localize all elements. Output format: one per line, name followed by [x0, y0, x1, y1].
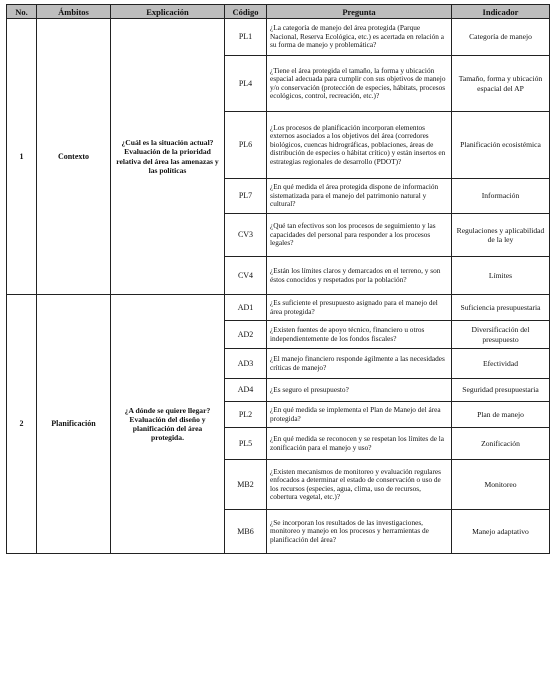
row-question: ¿Están los límites claros y demarcados en el terreno, y son éstos conocidos y respetados por la población? — [267, 257, 452, 295]
table-row — [7, 19, 550, 56]
group-explicacion: ¿A dónde se quiere llegar? Evaluación del diseño y planificación del área protegida. — [111, 295, 225, 554]
row-question: ¿La categoría de manejo del área protegida (Parque Nacional, Reserva Ecológica, etc.) es acertada en relación a su forma de manejo y problemática? — [267, 19, 452, 56]
row-code: PL5 — [225, 428, 267, 460]
row-indicator: Regulaciones y aplicabilidad de la ley — [452, 214, 550, 257]
row-question: ¿Es suficiente el presupuesto asignado para el manejo del área protegida? — [267, 295, 452, 321]
row-code: PL6 — [225, 112, 267, 179]
row-code: AD2 — [225, 321, 267, 349]
row-indicator: Categoría de manejo — [452, 19, 550, 56]
row-code: CV3 — [225, 214, 267, 257]
row-indicator: Efectividad — [452, 349, 550, 379]
row-code: AD4 — [225, 379, 267, 402]
group-explicacion: ¿Cuál es la situación actual? Evaluación de la prioridad relativa del área las amenazas y las políticas — [111, 19, 225, 295]
header-codigo: Código — [225, 5, 267, 19]
row-indicator: Suficiencia presupuestaria — [452, 295, 550, 321]
row-indicator: Seguridad presupuestaria — [452, 379, 550, 402]
row-code: MB6 — [225, 510, 267, 554]
row-code: PL7 — [225, 179, 267, 214]
row-indicator: Monitoreo — [452, 460, 550, 510]
group-number: 1 — [7, 19, 37, 295]
row-code: AD1 — [225, 295, 267, 321]
group-number: 2 — [7, 295, 37, 554]
row-indicator: Tamaño, forma y ubicación espacial del AP — [452, 56, 550, 112]
header-ambitos: Ámbitos — [37, 5, 111, 19]
row-code: AD3 — [225, 349, 267, 379]
row-question: ¿Existen mecanismos de monitoreo y evaluación regulares enfocados a determinar el estado de conservación o uso de los recursos (especies, agua, clima, uso de recursos, cobertura vegetal, etc.)? — [267, 460, 452, 510]
header-pregunta: Pregunta — [267, 5, 452, 19]
indicator-table — [6, 4, 550, 554]
header-explicacion: Explicación — [111, 5, 225, 19]
table-body — [7, 19, 550, 554]
row-code: PL4 — [225, 56, 267, 112]
row-code: MB2 — [225, 460, 267, 510]
row-question: ¿Existen fuentes de apoyo técnico, financiero u otros independientemente de los fondos fiscales? — [267, 321, 452, 349]
row-question: ¿Es seguro el presupuesto? — [267, 379, 452, 402]
header-no: No. — [7, 5, 37, 19]
row-code: PL1 — [225, 19, 267, 56]
row-code: PL2 — [225, 402, 267, 428]
group-ambito: Planificación — [37, 295, 111, 554]
row-question: ¿En qué medida se implementa el Plan de Manejo del área protegida? — [267, 402, 452, 428]
table-row — [7, 295, 550, 321]
header-indicador: Indicador — [452, 5, 550, 19]
row-question: ¿En qué medida el área protegida dispone de información sistematizada para el manejo del patrimonio natural y cultural? — [267, 179, 452, 214]
row-question: ¿En qué medida se reconocen y se respetan los límites de la zonificación para el manejo y uso? — [267, 428, 452, 460]
row-indicator: Diversificación del presupuesto — [452, 321, 550, 349]
row-question: ¿Los procesos de planificación incorporan elementos externos asociados a los objetivos del área (corredores biológicos, cuencas hidrográficas, poblaciones, áreas de distribución de especies o hábitat crítico) y están insertos en estrategias regionales de desarrollo (PDOT)? — [267, 112, 452, 179]
row-code: CV4 — [225, 257, 267, 295]
indicator-table-document — [6, 4, 549, 554]
row-indicator: Zonificación — [452, 428, 550, 460]
group-ambito: Contexto — [37, 19, 111, 295]
row-indicator: Plan de manejo — [452, 402, 550, 428]
row-question: ¿Tiene el área protegida el tamaño, la forma y ubicación espacial adecuada para cumplir con sus objetivos de manejo y/o conservación (protección de especies, hábitats, procesos ecológicos, control, recreación, etc.)? — [267, 56, 452, 112]
row-indicator: Límites — [452, 257, 550, 295]
header-row — [7, 5, 550, 19]
row-question: ¿Se incorporan los resultados de las investigaciones, monitoreo y manejo en los procesos y herramientas de planificación del área? — [267, 510, 452, 554]
row-question: ¿Qué tan efectivos son los procesos de seguimiento y las capacidades del personal para responder a los procesos legales? — [267, 214, 452, 257]
row-indicator: Manejo adaptativo — [452, 510, 550, 554]
row-question: ¿El manejo financiero responde ágilmente a las necesidades críticas de manejo? — [267, 349, 452, 379]
row-indicator: Planificación ecosistémica — [452, 112, 550, 179]
row-indicator: Información — [452, 179, 550, 214]
